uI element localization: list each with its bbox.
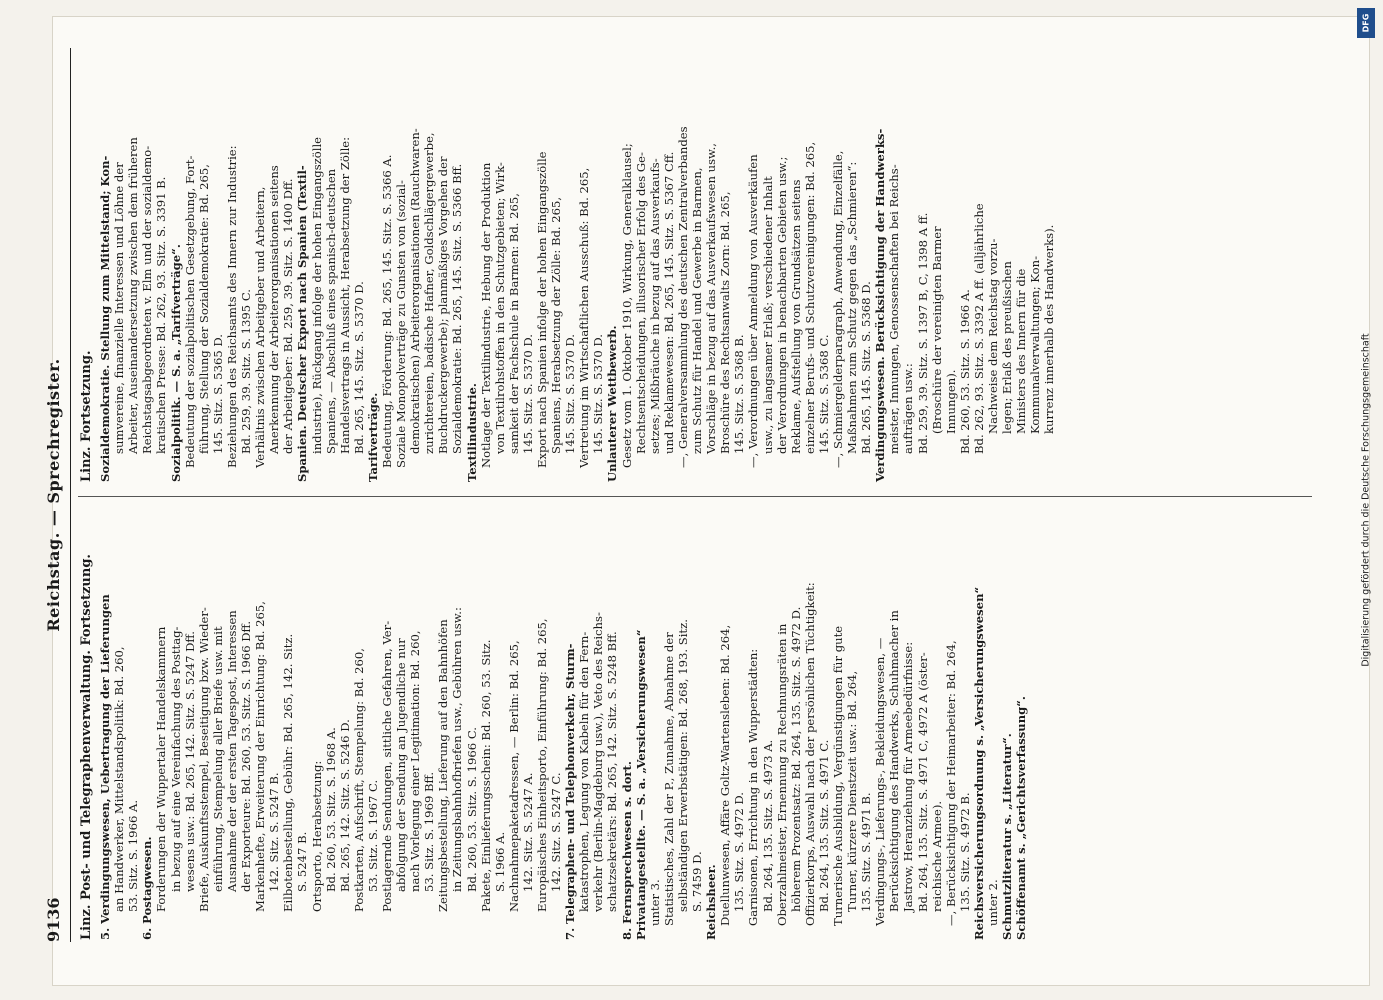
index-line: zum Schutz für Handel und Gewerbe in Barmen,	[690, 167, 705, 454]
index-line: Bd. 265, 145. Sitz. S. 5370 D.	[351, 281, 366, 454]
index-line: S. 1966 A.	[492, 831, 507, 892]
index-line: 7. Telegraphen- und Telephonverkehr, Sturm-	[563, 643, 578, 940]
index-line: Bd. 265, 142. Sitz. S. 5246 D.	[337, 719, 352, 892]
index-line: Verdingungswesen. Berücksichtigung der Handwerks-	[873, 128, 888, 482]
index-line: Pakete, Einlieferungsschein: Bd. 260, 53. Sitz.	[478, 639, 493, 912]
index-line: Bd. 260, 53. Sitz. S. 1966 C.	[464, 727, 479, 892]
index-line: einzelner Berufs- und Schutzvereinigungen: Bd. 265,	[802, 141, 817, 454]
index-line: abfolgung der Sendung an Jugendliche nur	[394, 638, 409, 892]
index-line: —, Verordnungen über Anmeldung von Ausverkäufen	[746, 154, 761, 468]
index-line: Anerkennung der Arbeiterorganisationen seitens	[267, 165, 282, 454]
index-line: Bd. 264, 135. Sitz. S. 4971 C.	[816, 739, 831, 912]
index-line: Soziale Monopolverträge zu Gunsten von (sozial-	[394, 180, 409, 468]
index-line: Ministers des Innern für die	[1014, 268, 1029, 434]
index-line: Turnerische Ausbildung, Vergünstigungen für gute	[830, 625, 845, 926]
index-line: Statistisches, Zahl der P., Zunahme, Abnahme der	[661, 632, 676, 926]
index-line: demokratischen) Arbeiterorganisationen (Rauchwaren-	[408, 128, 423, 454]
index-line: führung, Stellung der Sozialdemokratie: Bd. 265,	[196, 164, 211, 454]
index-line: 135. Sitz. S. 4972 B.	[957, 792, 972, 912]
index-line: Bd. 260, 53. Sitz. S. 1968 A.	[323, 727, 338, 892]
index-line: Textilindustrie.	[464, 383, 479, 482]
dfg-logo-text: DFG	[1361, 13, 1371, 33]
index-line: Notlage der Textilindustrie, Hebung der Produktion	[478, 162, 493, 468]
index-line: industrie), Rückgang infolge der hohen Eingangszölle	[309, 136, 324, 454]
index-line: Turner, kürzere Dienstzeit usw.: Bd. 264,	[845, 670, 860, 912]
column-divider	[78, 496, 1312, 497]
index-line: und Reklamewesen: Bd. 265, 145. Sitz. S. 5367 Cff.	[661, 151, 676, 454]
index-line: Arbeiter, Auseinandersetzung zwischen dem früheren	[126, 137, 141, 454]
index-line: S. 7459 D.	[690, 851, 705, 912]
index-line: Kommunalverwaltungen; Kon-	[1028, 255, 1043, 434]
index-line: Berücksichtigung des Handwerks, Schuhmacher in	[887, 610, 902, 912]
index-line: an Handwerker, Mittelstandspolitik: Bd. 260,	[112, 646, 127, 912]
index-line: (Broschüre der vereinigten Barmer	[929, 226, 944, 434]
index-line: kurrenz innerhalb des Handwerks).	[1042, 224, 1057, 434]
index-line: 145. Sitz. S. 5365 D.	[210, 334, 225, 454]
index-line: S. 5247 B.	[295, 831, 310, 892]
running-head	[44, 48, 71, 942]
index-line: Oberzahlmeister, Ernennung zu Rechnungsräten in	[774, 623, 789, 926]
dfg-sidebar	[1352, 6, 1380, 994]
index-line: Bd. 262, 93. Sitz. S. 3392 A ff. (alljährliche	[971, 203, 986, 454]
index-line: in Zeitungsbahnhofbriefen usw., Gebühren usw.:	[450, 607, 465, 892]
index-line: Handelsvertrags in Aussicht, Herabsetzung der Zölle:	[337, 136, 352, 454]
index-line: 53. Sitz. S. 1966 A.	[126, 799, 141, 912]
index-line: Sozialpolitik. — S. a. „Tarifverträge“.	[168, 244, 183, 482]
index-line: Bedeutung der sozialpolitischen Gesetzgebung, Fort-	[182, 155, 197, 468]
index-line: Ortsporto, Herabsetzung:	[309, 760, 324, 912]
index-line: katastrophen, Legung von Kabeln für den Fern-	[577, 631, 592, 912]
index-line: —, Berücksichtigung der Heimarbeiter: Bd. 264,	[943, 640, 958, 926]
index-line: in bezug auf eine Vereinfachung des Posttag-	[168, 626, 183, 892]
index-line: Duellunwesen, Affäre Goltz-Wartensleben: Bd. 264,	[718, 624, 733, 926]
left-column-head: Linz. Post- und Telegraphenverwaltung. Fortsetzung.	[79, 554, 94, 940]
index-line: Postlagernde Sendungen, sittliche Gefahren, Ver-	[379, 620, 394, 912]
index-line: —, Schmiergelderparagraph, Anwendung, Einzelfälle,	[830, 150, 845, 468]
index-line: Vertretung im Wirtschaftlichen Ausschuß: Bd. 265,	[577, 167, 592, 468]
index-line: sumvereine, finanzielle Interessen und Löhne der	[112, 162, 127, 454]
index-line: Beziehungen des Reichsamts des Innern zur Industrie:	[224, 145, 239, 468]
index-line: Briefe, Auskunftsstempel, Beseitigung bzw. Wieder-	[196, 607, 211, 912]
index-line: Bd. 265, 145. Sitz. S. 5368 D.	[859, 281, 874, 454]
index-line: Gesetz vom 1. Oktober 1910, Wirkung, Generalklausel;	[619, 143, 634, 468]
index-line: Bd. 264, 135. Sitz. S. 4973 A.	[760, 739, 775, 912]
index-line: 135. Sitz. S. 4971 B.	[859, 792, 874, 912]
index-line: aufträgen usw.:	[901, 363, 916, 454]
index-line: 53. Sitz. S. 1969 Bff.	[422, 771, 437, 892]
page-number: 9136	[44, 897, 63, 942]
index-line: von Textilrohstoffen in den Schutzgebieten; Wirk-	[492, 162, 507, 454]
index-line: höherem Prozentsatz: Bd. 264, 135. Sitz. S. 4972 D.	[788, 606, 803, 912]
index-line: legen; Erlaß des preußischen	[1000, 261, 1015, 434]
index-line: Innungen).	[943, 369, 958, 434]
index-line: Spaniens, — Abschluß eines spanisch-deutschen	[323, 168, 338, 454]
index-line: nach Vorlegung einer Legitimation: Bd. 260,	[408, 630, 423, 892]
index-line: Eilbotenbestellung, Gebühr: Bd. 265, 142. Sitz.	[281, 633, 296, 912]
index-line: Bd. 259, 39. Sitz. S. 1395 C.	[239, 289, 254, 454]
index-line: Nachweise dem Reichstag vorzu-	[986, 238, 1000, 434]
index-line: Schmutzliteratur s. „Literatur“.	[1000, 733, 1015, 940]
index-line: Offizierkorps, Auswahl nach der persönlichen Tüchtigkeit:	[802, 582, 817, 926]
right-column-head: Linz. Fortsetzung.	[79, 350, 94, 482]
index-line: Verdingungs-, Lieferungs-, Bekleidungswesen, —	[873, 637, 888, 926]
index-line: Schöffenamt s. „Gerichtsverfassung“.	[1014, 696, 1029, 940]
index-line: schatzsekretärs: Bd. 265, 142. Sitz. S. 5248 Bff.	[605, 631, 620, 912]
index-line: 145. Sitz. S. 5370 D.	[520, 334, 535, 454]
index-line: Tarifverträge.	[365, 392, 380, 482]
index-line: Sozialdemokratie. Stellung zum Mittelstand; Kon-	[98, 155, 113, 482]
index-line: reichische Armee).	[929, 800, 944, 912]
index-line: zurichtereien, badische Hafner, Goldschlägergewerbe,	[422, 132, 437, 454]
index-line: 145. Sitz. S. 5370 D.	[563, 334, 578, 454]
index-line: Jastrow, Heranziehung für Armeebedürfnisse:	[901, 641, 916, 912]
index-line: Postkarten, Aufschrift, Stempelung: Bd. 260,	[351, 648, 366, 912]
index-line: 8. Fernsprechwesen s. dort.	[619, 761, 634, 940]
index-line: Verhältnis zwischen Arbeitgeber und Arbeitern,	[253, 186, 268, 468]
index-line: Export nach Spanien infolge der hohen Eingangszölle	[535, 151, 549, 468]
index-line: Maßnahmen zum Schutz gegen das „Schmieren“:	[845, 161, 860, 454]
index-line: unter 3.	[647, 879, 662, 926]
index-line: 6. Postagwesen.	[140, 836, 155, 940]
right-column	[80, 52, 1310, 482]
index-line: Unlauterer Wettbewerb.	[605, 325, 620, 482]
index-line: setzes; Mißbräuche in bezug auf das Ausverkaufs-	[647, 158, 662, 454]
index-line: 145. Sitz. S. 5368 B.	[732, 334, 747, 454]
index-line: Reichsversicherungsordnung s. „Versicherungswesen“	[971, 586, 986, 940]
left-column	[80, 510, 1310, 940]
index-line: meister, Innungen, Genossenschaften bei Reichs-	[887, 164, 902, 454]
index-line: Forderungen der Wuppertaler Handelskammern	[154, 626, 169, 912]
index-line: 145. Sitz. S. 5370 D.	[591, 334, 606, 454]
index-line: 53. Sitz. S. 1967 C.	[365, 779, 380, 892]
index-line: der Exporteure: Bd. 260, 53. Sitz. S. 1966 Dff.	[239, 620, 254, 892]
index-line: 145. Sitz. S. 5368 C.	[816, 334, 831, 454]
index-line: 142. Sitz. S. 5247 C.	[549, 772, 564, 892]
index-line: Reklame, Aufstellung von Grundsätzen seitens	[788, 179, 803, 454]
index-line: Bedeutung, Förderung: Bd. 265, 145. Sitz. S. 5366 A.	[379, 154, 394, 468]
index-line: Garnisonen, Errichtung in den Wupperstädten:	[746, 648, 761, 926]
index-line: Ausnahme der der ersten Tagespost, Interessen	[224, 610, 239, 892]
index-line: kratischen Presse: Bd. 262, 93. Sitz. S. 3391 B.	[154, 176, 169, 454]
index-line: Markenhefte, Erweiterung der Einrichtung: Bd. 265,	[253, 601, 268, 912]
index-line: selbständigen Erwerbstätigen: Bd. 268, 193. Sitz.	[675, 619, 690, 912]
index-line: verkehr (Berlin-Magdeburg usw.), Veto des Reichs-	[591, 612, 606, 912]
index-line: Buchdruckergewerbe); planmäßiges Vorgehen der	[436, 156, 451, 454]
index-line: Spaniens, Herabsetzung der Zölle: Bd. 265,	[549, 196, 564, 454]
index-line: 142. Sitz. S. 5247 A.	[520, 772, 535, 892]
index-line: Europäisches Einheitsporto, Einführung: Bd. 265,	[535, 618, 549, 912]
rotated-document-page	[30, 30, 1320, 960]
index-line: Bd. 264, 135. Sitz. S. 4971 C, 4972 A (öster-	[915, 652, 930, 912]
index-line: Nachnahmepaketadressen, — Berlin: Bd. 265,	[506, 640, 521, 912]
index-line: Vorschläge in bezug auf das Ausverkaufswesen usw.,	[704, 143, 719, 454]
index-line: einführung, Stempelung aller Briefe usw. mit	[210, 626, 225, 892]
running-head-title: Reichstag. — Sprechregister.	[44, 358, 63, 632]
index-line: Privatangestellte. — S. a. „Versicherungswesen“	[633, 629, 648, 940]
dfg-notice: Digitalisierung gefördert durch die Deutsche Forschungsgemeinschaft	[1360, 333, 1372, 667]
index-line: 142. Sitz. S. 5247 B.	[267, 772, 282, 892]
index-line: usw., zu langsamer Erlaß; verschiedener Inhalt	[760, 176, 775, 454]
index-line: Rechtsentscheidungen, illusorischer Erfolg des Ge-	[633, 152, 648, 454]
index-line: Bd. 260, 53. Sitz. S. 1966 A.	[957, 289, 972, 454]
index-line: 135. Sitz. S. 4972 D.	[732, 792, 747, 912]
index-line: Reichstagsabgeordneten v. Elm und der sozialdemo-	[140, 145, 155, 454]
index-line: der Verordnungen in benachbarten Gebieten usw.;	[774, 156, 789, 454]
index-line: Sozialdemokratie: Bd. 265, 145. Sitz. S. 5366 Bff.	[450, 163, 465, 454]
index-line: wesens usw.: Bd. 265, 142. Sitz. S. 5247 Dff.	[182, 631, 197, 892]
index-line: —, Generalversammlung des deutschen Zentralverbandes	[675, 126, 690, 468]
index-line: 5. Verdingungswesen, Uebertragung der Lieferungen	[98, 594, 113, 940]
index-line: samkeit der Fachschule in Barmen: Bd. 265,	[506, 193, 521, 454]
index-line: Reichsheer.	[704, 864, 719, 940]
index-line: Spanien. Deutscher Export nach Spanien (Textil-	[295, 165, 310, 482]
index-line: Zeitungsbestellung, Lieferung auf den Bahnhöfen	[436, 619, 451, 912]
index-line: Bd. 259, 39. Sitz. S. 1397 B, C, 1398 A ff.	[915, 212, 930, 454]
index-line: unter 2.	[986, 879, 1000, 926]
index-line: Broschüre des Rechtsanwalts Zorn: Bd. 265,	[718, 191, 733, 454]
index-line: der Arbeitgeber: Bd. 259, 39. Sitz. S. 1400 Dff.	[281, 178, 296, 454]
